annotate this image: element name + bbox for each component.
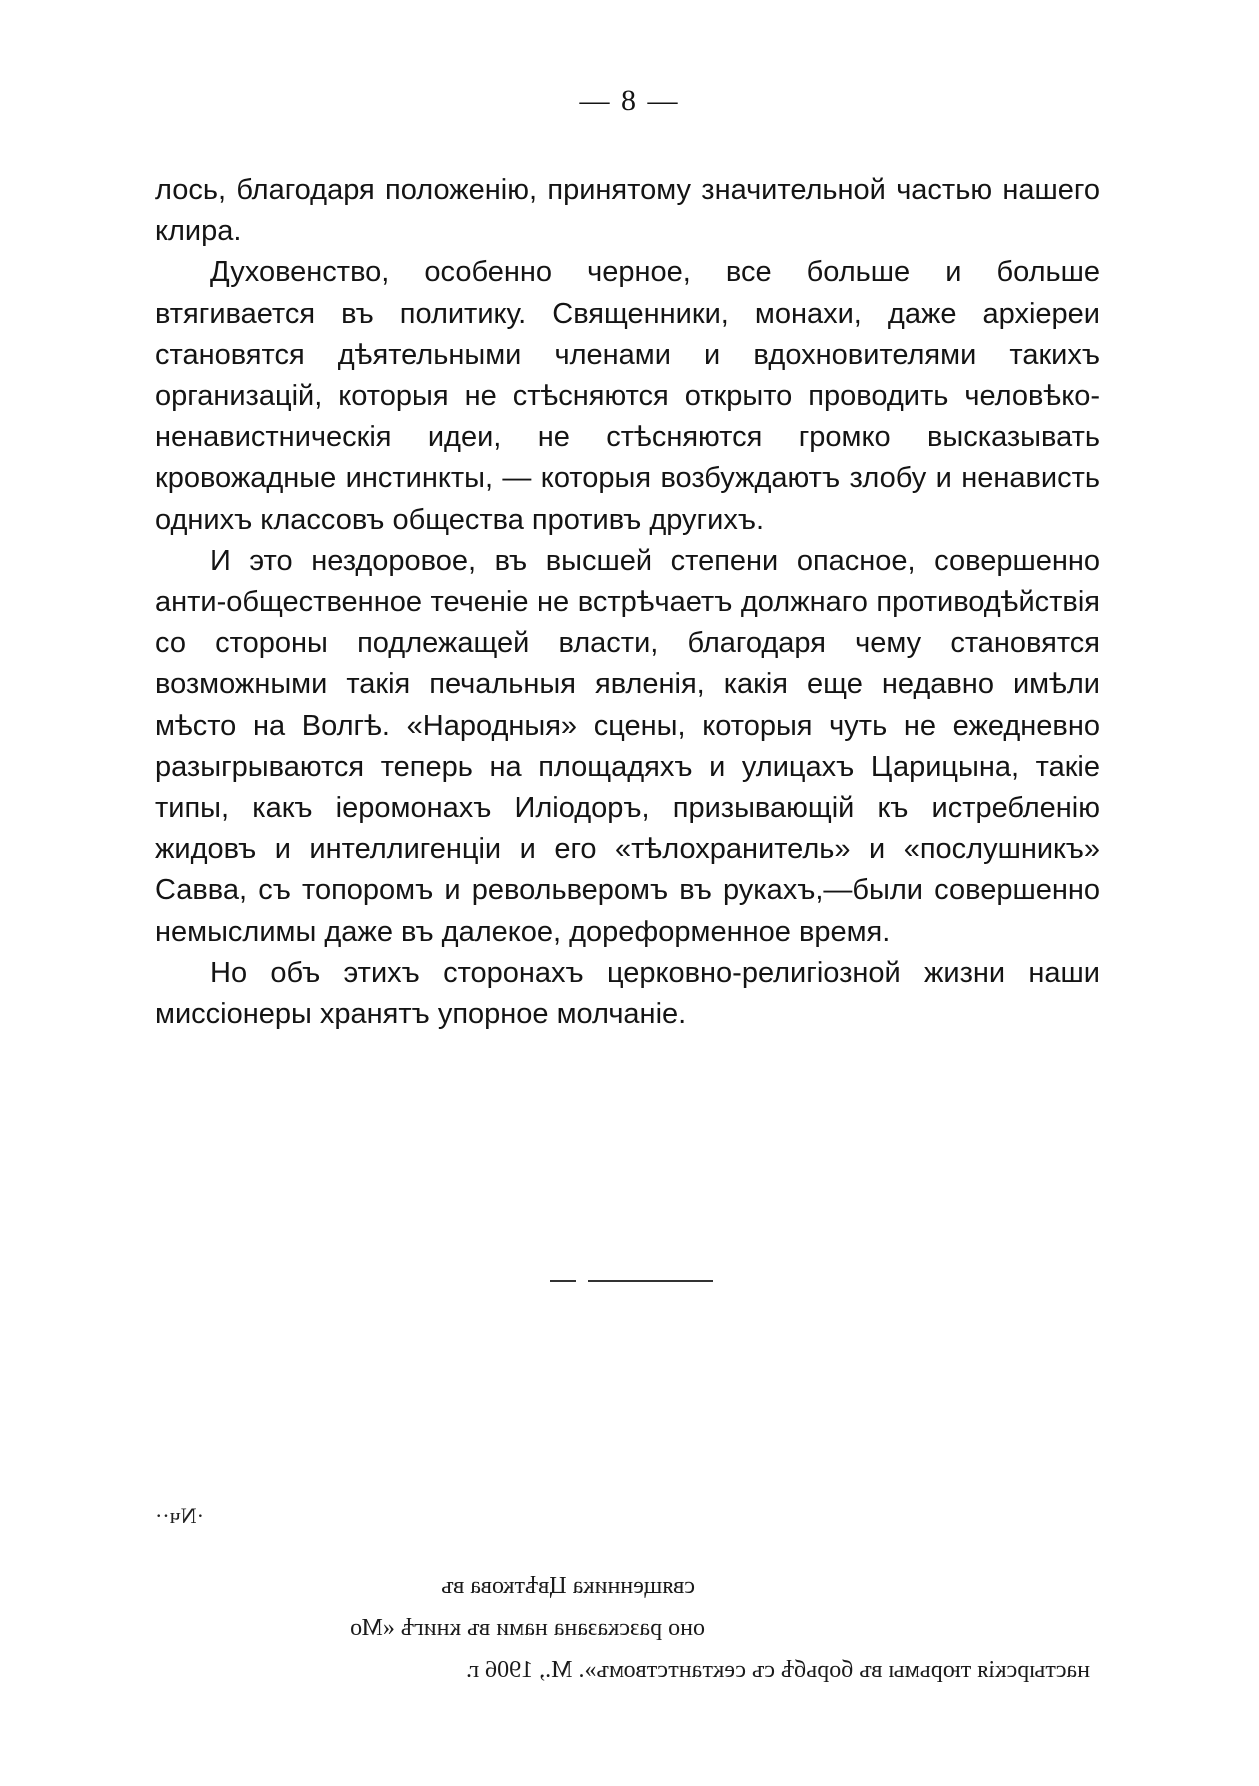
bleedthrough-footnote xyxy=(155,1565,1100,1691)
bleedthrough-line-3: настырскія тюрьмы въ борьбѣ съ сектантствомъ». М., 1906 г. xyxy=(466,1657,1090,1683)
body-text xyxy=(155,170,1100,1035)
paragraph-1: лось, благодаря положенію, принятому значительной частью нашего клира. xyxy=(155,174,1100,248)
section-divider xyxy=(550,1280,720,1282)
divider-dash-long xyxy=(588,1280,713,1282)
bleedthrough-line-1: священника Цвѣткова въ xyxy=(441,1573,695,1599)
paragraph-3: И это нездоровое, въ высшей степени опасное, совершенно анти-общественное теченіе не встрѣчаетъ должнаго противодѣйствія со стороны подлежащей власти, благодаря чему становятся возможными такія печальныя явленія, какія еще недавно имѣли мѣсто на Волгѣ. «Народныя» сцены, которыя чуть не ежедневно разыгрываются теперь на площадяхъ и улицахъ Царицына, такіе типы, какъ іеромонахъ Иліодоръ, призывающій къ истребленію жидовъ и интеллигенціи и его «тѣлохранитель» и «послушникъ» Савва, съ топоромъ и револьверомъ въ рукахъ,—были совершенно немыслимы даже въ далекое, дореформенное время. xyxy=(155,544,1100,948)
paragraph-4: Но объ этихъ сторонахъ церковно-религіозной жизни наши миссіонеры хранятъ упорное молчаніе. xyxy=(155,956,1100,1031)
divider-dash-short xyxy=(550,1280,576,1282)
bleedthrough-marker: ·Nч·· xyxy=(155,1503,204,1528)
bleedthrough-line-2: оно разсказана нами въ книгѣ «Мо xyxy=(350,1615,705,1641)
paragraph-2: Духовенство, особенно черное, все больше и больше втягивается въ политику. Священники, монахи, даже архіереи становятся дѣятельными членами и вдохновителями такихъ организацій, которыя не стѣсняются открыто проводить человѣко-ненавистническія идеи, не стѣсняются громко высказывать кровожадные инстинкты, — которыя возбуждаютъ злобу и ненависть однихъ классовъ общества противъ другихъ. xyxy=(155,256,1100,536)
page-number: — 8 — xyxy=(579,84,680,117)
